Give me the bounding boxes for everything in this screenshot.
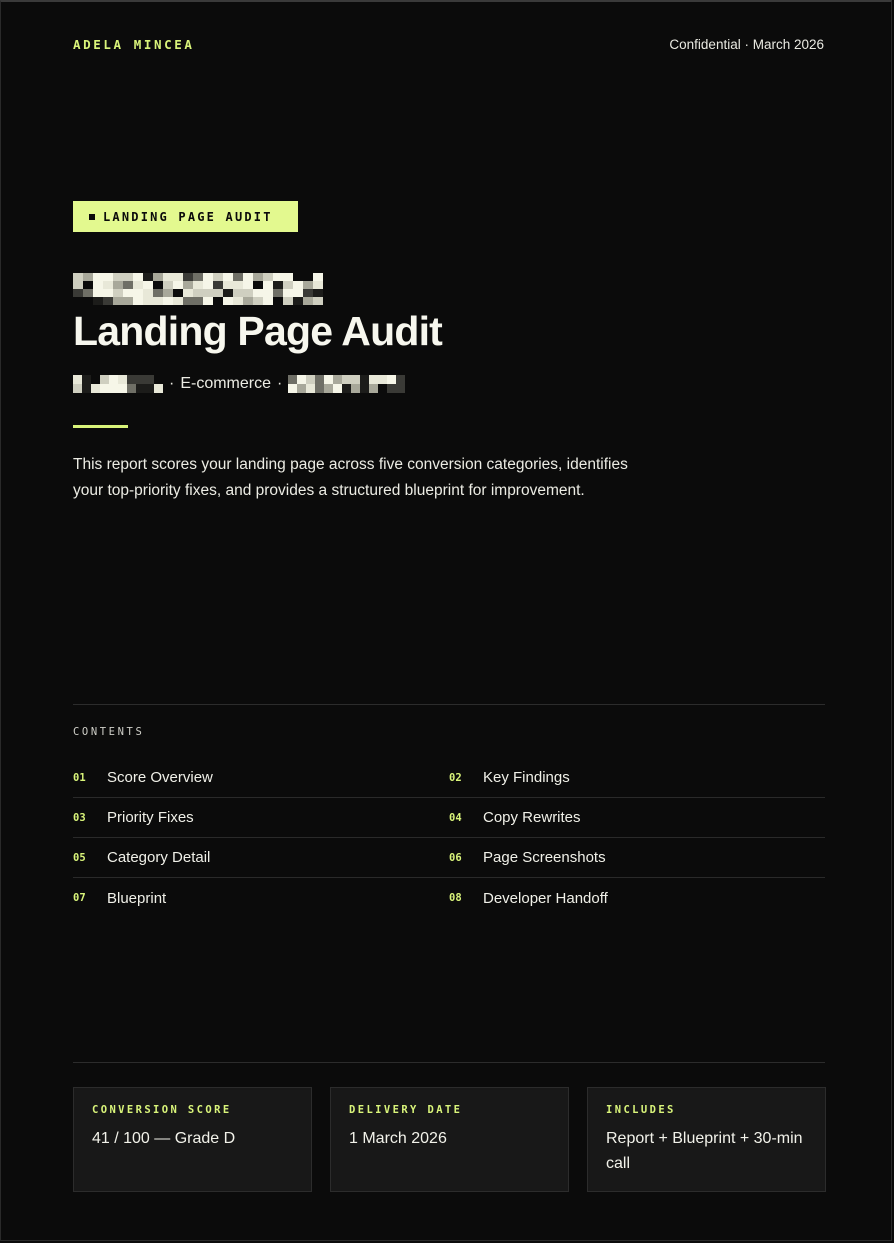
toc-item-developer-handoff[interactable] bbox=[449, 878, 825, 918]
document-meta: Confidential · March 2026 bbox=[669, 37, 824, 52]
toc-number: 02 bbox=[449, 771, 462, 784]
brand-name: ADELA MINCEA bbox=[73, 37, 195, 52]
redacted-client-name bbox=[73, 273, 323, 305]
toc-number: 06 bbox=[449, 851, 462, 864]
toc-item-blueprint[interactable] bbox=[73, 878, 449, 918]
includes-card bbox=[587, 1087, 826, 1192]
toc-item-score-overview[interactable] bbox=[73, 758, 449, 797]
section-divider bbox=[73, 704, 825, 705]
square-bullet-icon bbox=[89, 214, 95, 220]
toc-label: Copy Rewrites bbox=[483, 809, 581, 826]
toc-item-category-detail[interactable] bbox=[73, 838, 449, 877]
page-title: Landing Page Audit bbox=[73, 308, 443, 354]
report-subtitle bbox=[73, 373, 405, 395]
report-type-tag bbox=[73, 201, 298, 232]
conversion-score-card bbox=[73, 1087, 312, 1192]
section-divider bbox=[73, 1062, 825, 1063]
toc-label: Developer Handoff bbox=[483, 889, 608, 907]
toc-label: Category Detail bbox=[107, 849, 211, 866]
card-label: CONVERSION SCORE bbox=[92, 1104, 232, 1116]
delivery-date-value: 1 March 2026 bbox=[349, 1130, 447, 1147]
redacted-client-detail bbox=[73, 375, 163, 393]
toc-number: 05 bbox=[73, 851, 86, 864]
toc-number: 01 bbox=[73, 771, 86, 784]
toc-number: 08 bbox=[449, 892, 462, 904]
subtitle-separator: · bbox=[169, 375, 175, 392]
toc-number: 07 bbox=[73, 892, 86, 904]
report-type-label: LANDING PAGE AUDIT bbox=[103, 209, 273, 224]
toc-number: 03 bbox=[73, 811, 86, 824]
table-of-contents bbox=[73, 758, 825, 918]
toc-row bbox=[73, 878, 825, 918]
toc-label: Blueprint bbox=[107, 889, 167, 907]
conversion-score-value: 41 / 100 — Grade D bbox=[92, 1130, 236, 1147]
accent-divider bbox=[73, 425, 128, 428]
toc-number: 04 bbox=[449, 811, 462, 824]
subtitle-separator: · bbox=[277, 375, 283, 392]
card-label: DELIVERY DATE bbox=[349, 1104, 463, 1116]
toc-label: Priority Fixes bbox=[107, 809, 194, 826]
delivery-date-card bbox=[330, 1087, 569, 1192]
toc-row bbox=[73, 758, 825, 798]
toc-item-copy-rewrites[interactable] bbox=[449, 798, 825, 837]
toc-label: Page Screenshots bbox=[483, 849, 606, 866]
toc-label: Key Findings bbox=[483, 769, 570, 786]
toc-item-key-findings[interactable] bbox=[449, 758, 825, 797]
card-label: INCLUDES bbox=[606, 1104, 676, 1116]
redacted-client-url bbox=[288, 375, 405, 393]
toc-item-priority-fixes[interactable] bbox=[73, 798, 449, 837]
toc-row bbox=[73, 838, 825, 878]
toc-item-page-screenshots[interactable] bbox=[449, 838, 825, 877]
intro-paragraph: This report scores your landing page across five conversion categories, identifies your top-priority fixes, and provides a structured blueprint for improvement. bbox=[73, 456, 628, 499]
summary-cards bbox=[73, 1087, 826, 1192]
subtitle-industry: E-commerce bbox=[180, 375, 272, 392]
includes-value: Report + Blueprint + 30-min call bbox=[606, 1130, 803, 1172]
contents-heading: CONTENTS bbox=[73, 726, 145, 738]
toc-label: Score Overview bbox=[107, 769, 213, 786]
toc-row bbox=[73, 798, 825, 838]
